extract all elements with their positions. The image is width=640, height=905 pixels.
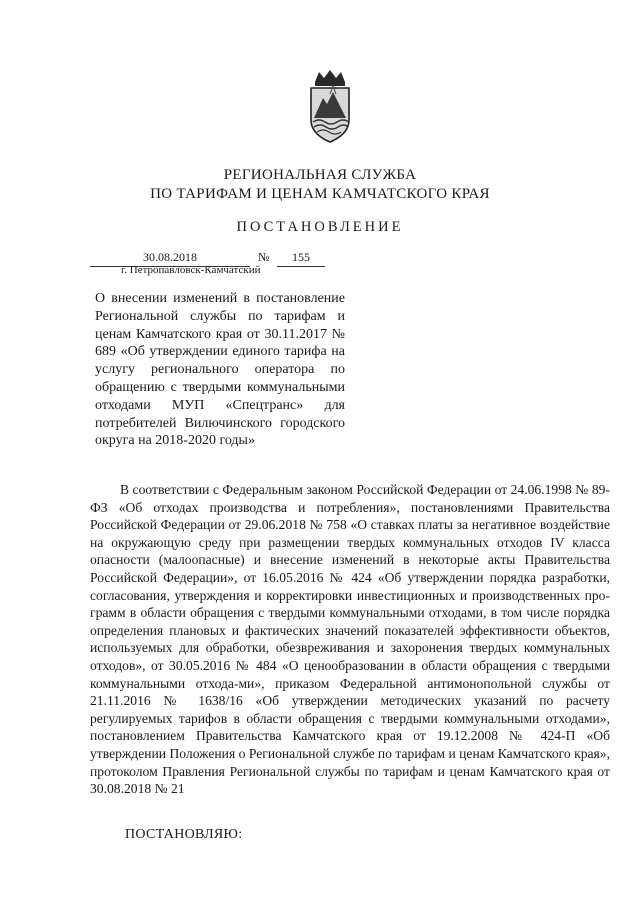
body-paragraph: В соответствии с Федеральным законом Российской Федерации от 24.06.1998 № 89-ФЗ «Об отходах производства и потребления», постановлениями Правительства Российской Федерации от 29.06.2018 № 758 «О ставках платы за негативное воздействие на окружающую среду при размещении твердых коммунальных отходов IV класса опасности (малоопасные) и внесение изменений в некоторые акты Правительства Российской Федерации», от 16.05.2016 № 424 «Об утверждении порядка разработки, согласования, утверждения и корректировки инвестиционных и производственных про-грамм в области обращения с твердыми коммунальными отходами, в том числе порядка определения плановых и фактических значений показателей эффективности объектов, используемых для обработки, обезвреживания и захоронения твердых коммунальных отходов», от 30.05.2016 № 484 «О ценообразовании в области обращения с твердыми коммунальными отхода-ми», приказом Федеральной антимонопольной службы от 21.11.2016 № 1638/16 «Об утверждении методических указаний по расчету регулируемых тарифов в области обращения с твердыми коммунальными отходами», постановлением Правительства Камчатского края от 19.12.2008 № 424-П «Об утверждении Положения о Региональной службе по тарифам и ценам Камчатского края», протоколом Правления Региональной службы по тарифам и ценам Камчатского края от 30.08.2018 № 21 bbox=[90, 482, 610, 797]
document-type-title: ПОСТАНОВЛЕНИЕ bbox=[236, 219, 404, 235]
organization-name-line-2: ПО ТАРИФАМ И ЦЕНАМ КАМЧАТСКОГО КРАЯ bbox=[150, 186, 490, 202]
document-date: 30.08.2018 bbox=[90, 250, 250, 267]
resolve-heading: ПОСТАНОВЛЯЮ: bbox=[125, 827, 243, 842]
organization-name-line-1: РЕГИОНАЛЬНАЯ СЛУЖБА bbox=[223, 167, 417, 183]
number-sign: № bbox=[258, 250, 270, 264]
document-subject: О внесении изменений в постановление Региональной службы по тарифам и ценам Камчатского края от 30.11.2017 № 689 «Об утверждении единого тарифа на услугу регионального оператора по обращению с твердыми коммунальными отходами МУП «Спецтранс» для потребителей Вилючинского городского округа на 2018-2020 годы» bbox=[95, 291, 345, 449]
document-number: 155 bbox=[277, 250, 325, 267]
kamchatka-coat-of-arms-emblem bbox=[305, 68, 355, 148]
document-city: г. Петропавловск-Камчатский bbox=[121, 264, 261, 276]
